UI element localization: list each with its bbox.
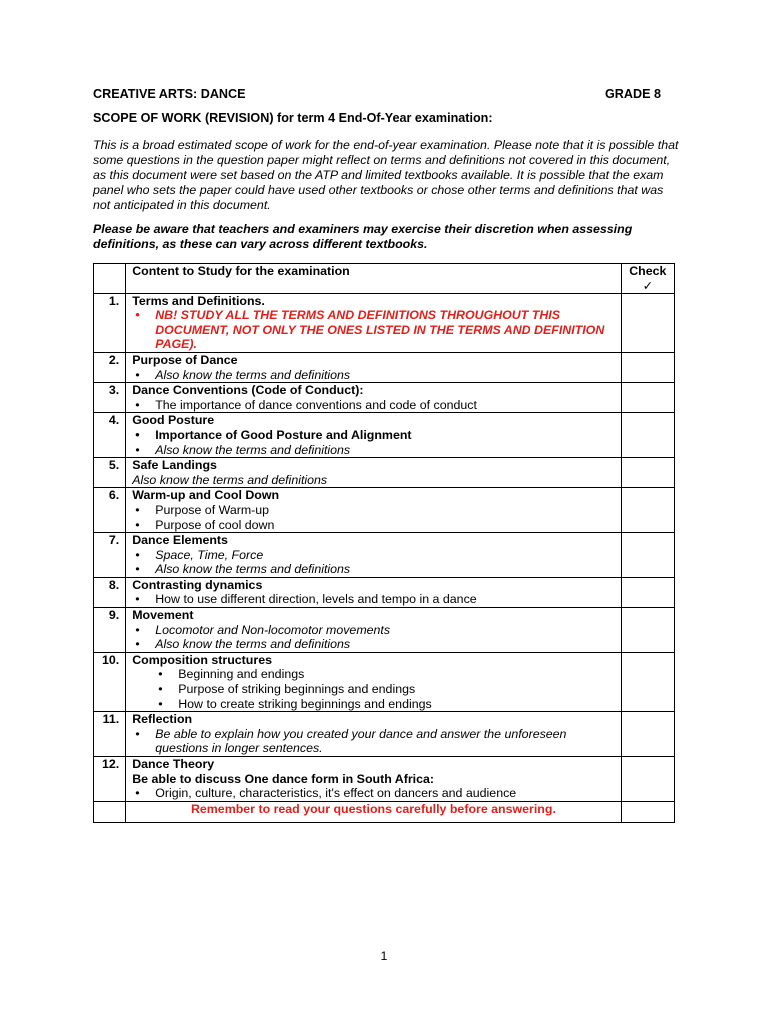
row-bullet: • Purpose of cool down <box>132 518 614 533</box>
check-box[interactable] <box>621 293 674 352</box>
row-bullet: • How to use different direction, levels and tempo in a dance <box>132 592 614 607</box>
row-number: 10. <box>94 652 126 711</box>
row-content <box>126 458 621 488</box>
check-box[interactable] <box>621 352 674 382</box>
check-box[interactable] <box>621 533 674 578</box>
grade-heading: GRADE 8 <box>605 87 661 101</box>
row-number: 12. <box>94 757 126 802</box>
table-row <box>94 383 675 413</box>
row-bullet: • Locomotor and Non-locomotor movements <box>132 623 614 638</box>
row-content <box>126 577 621 607</box>
row-bullet: • Also know the terms and definitions <box>132 637 614 652</box>
row-number: 6. <box>94 488 126 533</box>
row-bullet: • Purpose of striking beginnings and endings <box>132 682 614 697</box>
row-bullet: • Also know the terms and definitions <box>132 443 614 458</box>
check-box[interactable] <box>621 801 674 823</box>
row-number: 11. <box>94 712 126 757</box>
row-bullet: • Also know the terms and definitions <box>132 562 614 577</box>
row-bullet: • Importance of Good Posture and Alignment <box>132 428 614 443</box>
row-content <box>126 712 621 757</box>
table-row <box>94 413 675 458</box>
row-number: 2. <box>94 352 126 382</box>
check-box[interactable] <box>621 652 674 711</box>
discretion-notice: Please be aware that teachers and examiners may exercise their discretion when assessing definitions, as these can vary across different textbooks. <box>93 222 633 251</box>
row-number: 1. <box>94 293 126 352</box>
check-box[interactable] <box>621 383 674 413</box>
row-title: Composition structures <box>132 652 272 667</box>
row-bullet: • Purpose of Warm-up <box>132 503 614 518</box>
check-box[interactable] <box>621 458 674 488</box>
subject-heading: CREATIVE ARTS: DANCE <box>93 87 246 101</box>
table-row-reminder <box>94 801 675 823</box>
row-line: Also know the terms and definitions <box>132 472 328 487</box>
intro-paragraph: This is a broad estimated scope of work for the end-of-year examination. Please note that it is possible that some questions in the question paper might reflect on terms and definitions not covered in this document, as this document were set based on the ATP and limited textbooks available. It is possible that the exam panel who sets the paper could have used other textbooks or chose other terms and definitions that was not anticipated in this document. <box>93 138 679 212</box>
table-row <box>94 458 675 488</box>
row-content <box>126 413 621 458</box>
row-title: Warm-up and Cool Down <box>132 488 280 503</box>
row-line: Be able to discuss One dance form in South Africa: <box>132 771 435 786</box>
table-row <box>94 608 675 653</box>
row-number: 7. <box>94 533 126 578</box>
row-title: Good Posture <box>132 413 215 428</box>
row-bullet: • Be able to explain how you created your dance and answer the unforeseen questions in longer sentences. <box>132 727 614 756</box>
row-title: Reflection <box>132 712 193 727</box>
document-header <box>93 87 661 101</box>
row-number <box>94 801 126 823</box>
reminder-text: Remember to read your questions carefully before answering. <box>190 801 556 816</box>
check-box[interactable] <box>621 757 674 802</box>
table-row <box>94 712 675 757</box>
row-content <box>126 652 621 711</box>
scope-table <box>93 263 675 823</box>
row-content <box>126 757 621 802</box>
table-row <box>94 652 675 711</box>
row-content <box>126 293 621 352</box>
table-header-content: Content to Study for the examination <box>126 264 621 294</box>
row-number: 4. <box>94 413 126 458</box>
page-number: 1 <box>380 949 388 963</box>
table-row <box>94 352 675 382</box>
table-header-num <box>94 264 126 294</box>
row-content <box>126 801 621 823</box>
check-box[interactable] <box>621 488 674 533</box>
row-bullet: • Also know the terms and definitions <box>132 368 614 383</box>
row-title: Dance Conventions (Code of Conduct): <box>132 383 364 398</box>
row-title: Safe Landings <box>132 458 217 473</box>
row-bullet: • The importance of dance conventions and code of conduct <box>132 398 614 413</box>
row-title: Contrasting dynamics <box>132 577 263 592</box>
row-bullet: • How to create striking beginnings and endings <box>132 697 614 712</box>
row-content <box>126 608 621 653</box>
table-row <box>94 488 675 533</box>
row-title: Terms and Definitions. <box>132 293 265 308</box>
row-content <box>126 383 621 413</box>
check-box[interactable] <box>621 712 674 757</box>
check-box[interactable] <box>621 577 674 607</box>
row-title: Purpose of Dance <box>132 352 238 367</box>
table-row <box>94 293 675 352</box>
check-box[interactable] <box>621 413 674 458</box>
row-bullet: • Space, Time, Force <box>132 548 614 563</box>
row-title: Movement <box>132 608 194 623</box>
row-number: 3. <box>94 383 126 413</box>
row-number: 5. <box>94 458 126 488</box>
row-number: 9. <box>94 608 126 653</box>
row-number: 8. <box>94 577 126 607</box>
row-bullet: • NB! STUDY ALL THE TERMS AND DEFINITIONS THROUGHOUT THIS DOCUMENT, NOT ONLY THE ONES LISTED IN THE TERMS AND DEFINITION PAGE). <box>132 308 614 352</box>
table-row <box>94 533 675 578</box>
table-row <box>94 757 675 802</box>
table-header-check: Check ✓ <box>621 264 674 294</box>
table-header-row <box>94 264 675 294</box>
row-title: Dance Theory <box>132 757 215 771</box>
scope-title: SCOPE OF WORK (REVISION) for term 4 End-Of-Year examination: <box>93 111 493 125</box>
row-content <box>126 533 621 578</box>
row-title: Dance Elements <box>132 533 228 548</box>
checkmark-icon: ✓ <box>642 278 653 293</box>
table-row <box>94 577 675 607</box>
row-bullet: • Origin, culture, characteristics, it's effect on dancers and audience <box>132 786 614 801</box>
row-bullet: • Beginning and endings <box>132 667 614 682</box>
check-box[interactable] <box>621 608 674 653</box>
row-content <box>126 488 621 533</box>
row-content <box>126 352 621 382</box>
